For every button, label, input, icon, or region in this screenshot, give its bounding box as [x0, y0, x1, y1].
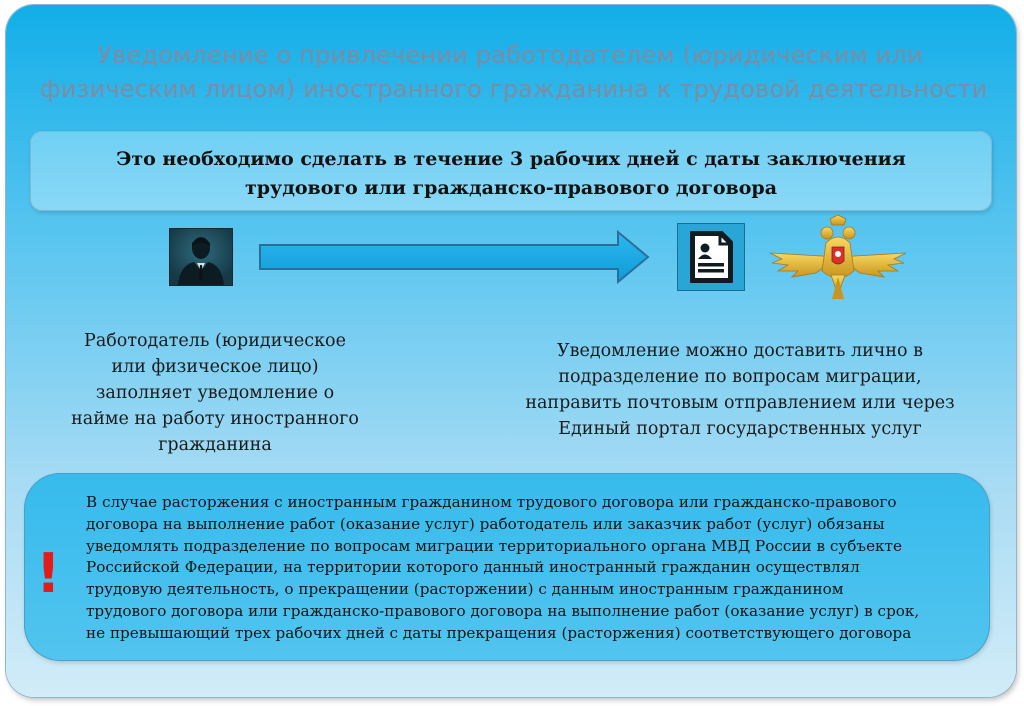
delivery-description-line: подразделение по вопросам миграции,: [558, 367, 922, 387]
document-icon: [678, 224, 744, 290]
delivery-description-line: направить почтовым отправлением или через: [525, 393, 955, 413]
employer-description-line: гражданина: [158, 435, 272, 455]
employer-description-line: или физическое лицо): [111, 357, 319, 377]
delivery-description-line: Единый портал государственных услуг: [558, 419, 922, 439]
deadline-line-1: Это необходимо сделать в течение 3 рабочих дней с даты заключения: [116, 148, 906, 170]
employer-description-line: найме на работу иностранного: [71, 409, 359, 429]
slide-title-line-2: физическим лицом) иностранного гражданина к трудовой деятельности: [40, 75, 988, 103]
employer-description-line: заполняет уведомление о: [95, 383, 335, 403]
notice-line: трудовую деятельность, о прекращении (расторжении) с данным иностранным гражданином: [86, 580, 844, 599]
slide-title: [40, 38, 988, 106]
employer-description-line: Работодатель (юридическое: [84, 331, 346, 351]
deadline-text: [30, 145, 992, 203]
deadline-line-2: трудового или гражданско-правового договора: [244, 177, 778, 199]
slide-title-line-1: Уведомление о привлечении работодателем (юридическим или: [97, 41, 923, 69]
notice-line: договора на выполнение работ (оказание услуг) работодатель или заказчик работ (услуг) обязаны: [86, 514, 885, 533]
exclamation-icon: !: [36, 542, 61, 605]
notice-line: не превышающий трех рабочих дней с даты прекращения (расторжения) соответствующего договора: [86, 623, 912, 642]
notice-line: уведомлять подразделение по вопросам миграции территориального органа МВД России в субъекте: [86, 536, 902, 555]
notice-line: Российской Федерации, на территории которого данный иностранный гражданин осуществлял: [86, 558, 860, 577]
person-icon: [170, 229, 232, 285]
deadline-banner: [30, 131, 992, 211]
delivery-description: [490, 338, 990, 442]
notice-line: В случае расторжения с иностранным гражданином трудового договора или гражданско-правового: [86, 493, 897, 511]
arrow-right-icon: [258, 229, 650, 285]
double-headed-eagle-emblem-icon: [768, 213, 908, 301]
employer-description: [50, 328, 380, 458]
termination-notice-text: [86, 492, 976, 645]
notice-line: трудового договора или гражданско-правового договора на выполнение работ (оказание услуг) в срок,: [86, 601, 920, 620]
delivery-description-line: Уведомление можно доставить лично в: [557, 341, 923, 361]
